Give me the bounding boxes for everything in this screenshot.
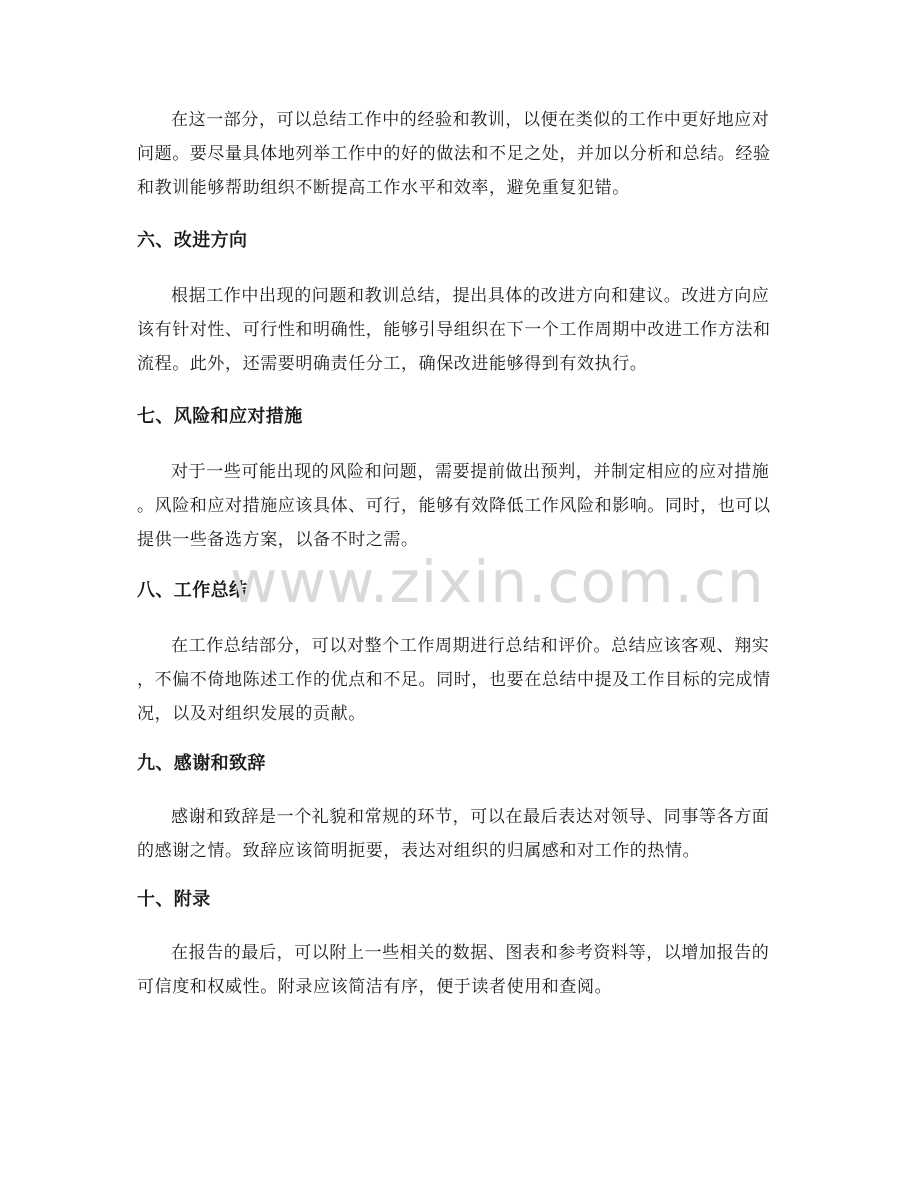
paragraph-line: 可信度和权威性。附录应该简洁有序，便于读者使用和查阅。 <box>137 977 613 997</box>
section-heading-summary <box>137 578 787 604</box>
paragraph-line: 流程。此外，还需要明确责任分工，确保改进能够得到有效执行。 <box>137 354 648 374</box>
risk-paragraph <box>137 455 787 557</box>
section-heading: 八、工作总结 <box>137 580 248 601</box>
watermark-text: www.zixin.com.cn <box>230 548 765 616</box>
paragraph-line: 在报告的最后，可以附上一些相关的数据、图表和参考资料等，以增加报告的 <box>171 943 770 963</box>
section-heading: 九、感谢和致辞 <box>137 753 266 774</box>
paragraph-line: 在工作总结部分，可以对整个工作周期进行总结和评价。总结应该客观、翔实 <box>171 636 770 656</box>
section-heading-risk <box>137 404 787 430</box>
paragraph-line: ，不偏不倚地陈述工作的优点和不足。同时，也要在总结中提及工作目标的完成情 <box>137 670 771 690</box>
appendix-paragraph <box>137 936 787 1004</box>
section-heading: 六、改进方向 <box>137 230 248 251</box>
intro-paragraph <box>137 103 787 205</box>
paragraph-line: 该有针对性、可行性和明确性，能够引导组织在下一个工作周期中改进工作方法和 <box>137 320 771 340</box>
paragraph-line: 感谢和致辞是一个礼貌和常规的环节，可以在最后表达对领导、同事等各方面 <box>171 807 770 827</box>
thanks-paragraph <box>137 800 787 868</box>
paragraph-line: 对于一些可能出现的风险和问题，需要提前做出预判，并制定相应的应对措施 <box>171 462 770 482</box>
section-heading-thanks <box>137 751 787 777</box>
paragraph-line: 在这一部分，可以总结工作中的经验和教训，以便在类似的工作中更好地应对 <box>171 110 770 130</box>
paragraph-line: 的感谢之情。致辞应该简明扼要，表达对组织的归属感和对工作的热情。 <box>137 841 701 861</box>
paragraph-line: 根据工作中出现的问题和教训总结，提出具体的改进方向和建议。改进方向应 <box>171 286 770 306</box>
section-heading: 七、风险和应对措施 <box>137 406 303 427</box>
section-heading-appendix <box>137 887 787 913</box>
improvement-paragraph <box>137 279 787 381</box>
paragraph-line: 。风险和应对措施应该具体、可行，能够有效降低工作风险和影响。同时，也可以 <box>137 496 771 516</box>
paragraph-line: 问题。要尽量具体地列举工作中的好的做法和不足之处，并加以分析和总结。经验 <box>137 144 771 164</box>
paragraph-line: 况，以及对组织发展的贡献。 <box>137 704 366 724</box>
section-heading-improvement <box>137 228 787 254</box>
paragraph-line: 和教训能够帮助组织不断提高工作水平和效率，避免重复犯错。 <box>137 178 630 198</box>
section-heading: 十、附录 <box>137 889 211 910</box>
paragraph-line: 提供一些备选方案，以备不时之需。 <box>137 530 419 550</box>
summary-paragraph <box>137 629 787 731</box>
